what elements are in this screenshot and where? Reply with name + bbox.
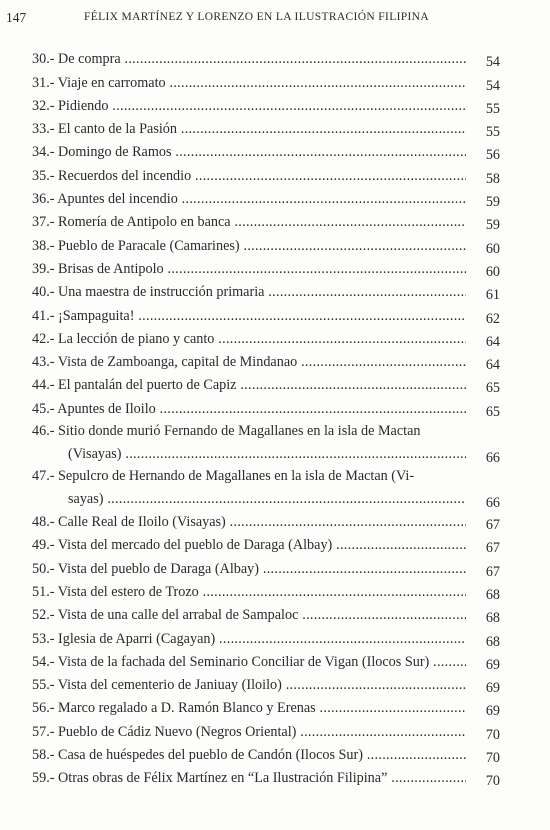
toc-entry-title: 43.- Vista de Zamboanga, capital de Mindanao ..... bbox=[32, 354, 466, 371]
toc-entry-title: 56.- Marco regalado a D. Ramón Blanco y Erenas ..... bbox=[32, 700, 466, 717]
toc-entry-page: 70 bbox=[485, 773, 500, 790]
toc-entry bbox=[32, 371, 500, 397]
toc-entry bbox=[32, 138, 500, 164]
toc-entry bbox=[32, 115, 500, 141]
toc-entry-title: 35.- Recuerdos del incendio ..... bbox=[32, 168, 466, 185]
toc-entry-page: 60 bbox=[485, 240, 500, 257]
toc-entry bbox=[32, 325, 500, 348]
toc-entry-page: 70 bbox=[485, 750, 500, 767]
toc-entry bbox=[32, 278, 500, 304]
toc-entry-page: 55 bbox=[485, 100, 500, 117]
toc-entry-title: 32.- Pidiendo ..... bbox=[32, 98, 466, 115]
toc-entry-title: 30.- De compra ..... bbox=[32, 51, 466, 68]
toc-entry-page: 62 bbox=[485, 310, 500, 327]
toc-entry bbox=[32, 68, 500, 94]
toc-entry-page: 56 bbox=[485, 147, 500, 164]
running-title: FÉLIX MARTÍNEZ Y LORENZO EN LA ILUSTRACIÓN FILIPINA bbox=[84, 11, 429, 23]
toc-entry-title: 34.- Domingo de Ramos ..... bbox=[32, 144, 466, 161]
toc-entry bbox=[32, 161, 500, 187]
toc-entry-page: 69 bbox=[485, 680, 500, 697]
toc-entry-page: 69 bbox=[485, 656, 500, 673]
toc-entry-page: 54 bbox=[485, 54, 500, 71]
toc-entry bbox=[32, 531, 500, 557]
toc-entry bbox=[32, 465, 500, 511]
toc-entry-title: 47.- Sepulcro de Hernando de Magallanes en la isla de Mactan (Vi- bbox=[32, 467, 415, 484]
toc-entry-page: 65 bbox=[485, 380, 500, 397]
toc-entry bbox=[32, 648, 500, 671]
toc-entry-title-continuation: sayas) ..... bbox=[32, 491, 466, 508]
toc-entry bbox=[32, 578, 500, 601]
toc-entry-title: 37.- Romería de Antipolo en banca ..... bbox=[32, 214, 466, 231]
toc-entry-page: 58 bbox=[485, 170, 500, 187]
toc-entry-title: 58.- Casa de huéspedes del pueblo de Candón (Ilocos Sur) ..... bbox=[32, 747, 466, 764]
toc-entry bbox=[32, 394, 500, 420]
toc-entry bbox=[32, 255, 500, 278]
toc-entry-page: 69 bbox=[485, 703, 500, 720]
toc-entry-title: 39.- Brisas de Antipolo ..... bbox=[32, 261, 466, 278]
page-number: 147 bbox=[6, 10, 27, 25]
toc-entry bbox=[32, 348, 500, 374]
toc-entry-title: 48.- Calle Real de Iloilo (Visayas) ..... bbox=[32, 514, 466, 531]
toc-entry-page: 68 bbox=[485, 586, 500, 603]
toc-entry-page: 64 bbox=[485, 357, 500, 374]
toc-entry-title: 49.- Vista del mercado del pueblo de Daraga (Albay) ..... bbox=[32, 537, 466, 554]
toc-entry-page: 70 bbox=[485, 726, 500, 743]
toc-entry-title-continuation: (Visayas) ..... bbox=[32, 446, 466, 463]
toc-entry-title: 50.- Vista del pueblo de Daraga (Albay) ..... bbox=[32, 561, 466, 578]
toc-entry bbox=[32, 764, 500, 790]
toc-entry-title: 54.- Vista de la fachada del Seminario Conciliar de Vigan (Ilocos Sur) ..... bbox=[32, 654, 466, 671]
toc-entry-title: 52.- Vista de una calle del arrabal de Sampaloc ..... bbox=[32, 607, 466, 624]
toc-entry-title: 42.- La lección de piano y canto ..... bbox=[32, 331, 466, 348]
toc-entry-title: 38.- Pueblo de Paracale (Camarines) ..... bbox=[32, 238, 466, 255]
toc-entry-title: 57.- Pueblo de Cádiz Nuevo (Negros Oriental) ..... bbox=[32, 724, 466, 741]
toc-entry-page: 67 bbox=[485, 517, 500, 534]
toc-entry bbox=[32, 671, 500, 697]
toc-entry bbox=[32, 508, 500, 534]
toc-entry-title: 33.- El canto de la Pasión ..... bbox=[32, 121, 466, 138]
toc-entry-page: 66 bbox=[485, 449, 500, 466]
page-header bbox=[6, 10, 544, 28]
toc-entry-page: 67 bbox=[485, 563, 500, 580]
toc-entry-page: 60 bbox=[485, 263, 500, 280]
toc-entry-page: 59 bbox=[485, 194, 500, 211]
toc-entry-page: 67 bbox=[485, 540, 500, 557]
toc-entry bbox=[32, 185, 500, 211]
toc-entry-page: 64 bbox=[485, 333, 500, 350]
toc-entry-page: 68 bbox=[485, 633, 500, 650]
toc-entry-page: 61 bbox=[485, 287, 500, 304]
toc-entry-page: 68 bbox=[485, 610, 500, 627]
table-of-contents bbox=[32, 45, 500, 790]
toc-entry-page: 59 bbox=[485, 217, 500, 234]
toc-entry bbox=[32, 601, 500, 627]
toc-entry bbox=[32, 694, 500, 720]
toc-entry-title: 44.- El pantalán del puerto de Capiz ..... bbox=[32, 377, 466, 394]
toc-entry bbox=[32, 301, 500, 327]
toc-entry-title: 59.- Otras obras de Félix Martínez en “La Ilustración Filipina” ..... bbox=[32, 770, 466, 787]
toc-entry bbox=[32, 624, 500, 650]
toc-entry-page: 54 bbox=[485, 77, 500, 94]
toc-entry-title: 46.- Sitio donde murió Fernando de Magallanes en la isla de Mactan bbox=[32, 422, 421, 439]
toc-entry-page: 66 bbox=[485, 494, 500, 511]
toc-entry bbox=[32, 717, 500, 743]
toc-entry-title: 51.- Vista del estero de Trozo ..... bbox=[32, 584, 466, 601]
toc-entry bbox=[32, 420, 500, 466]
toc-entry-title: 40.- Una maestra de instrucción primaria ..... bbox=[32, 284, 466, 301]
toc-entry bbox=[32, 741, 500, 767]
toc-entry bbox=[32, 231, 500, 257]
toc-entry bbox=[32, 554, 500, 580]
toc-entry-title: 53.- Iglesia de Aparri (Cagayan) ..... bbox=[32, 631, 466, 648]
toc-entry-title: 41.- ¡Sampaguita! ..... bbox=[32, 308, 466, 325]
toc-entry-page: 55 bbox=[485, 124, 500, 141]
toc-entry-title: 36.- Apuntes del incendio ..... bbox=[32, 191, 466, 208]
toc-entry-title: 31.- Viaje en carromato ..... bbox=[32, 75, 466, 92]
toc-entry-title: 45.- Apuntes de Iloilo ..... bbox=[32, 401, 466, 418]
toc-entry-page: 65 bbox=[485, 403, 500, 420]
toc-entry-title: 55.- Vista del cementerio de Janiuay (Iloilo) ..... bbox=[32, 677, 466, 694]
toc-entry bbox=[32, 45, 500, 71]
toc-entry bbox=[32, 208, 500, 234]
toc-entry bbox=[32, 92, 500, 115]
